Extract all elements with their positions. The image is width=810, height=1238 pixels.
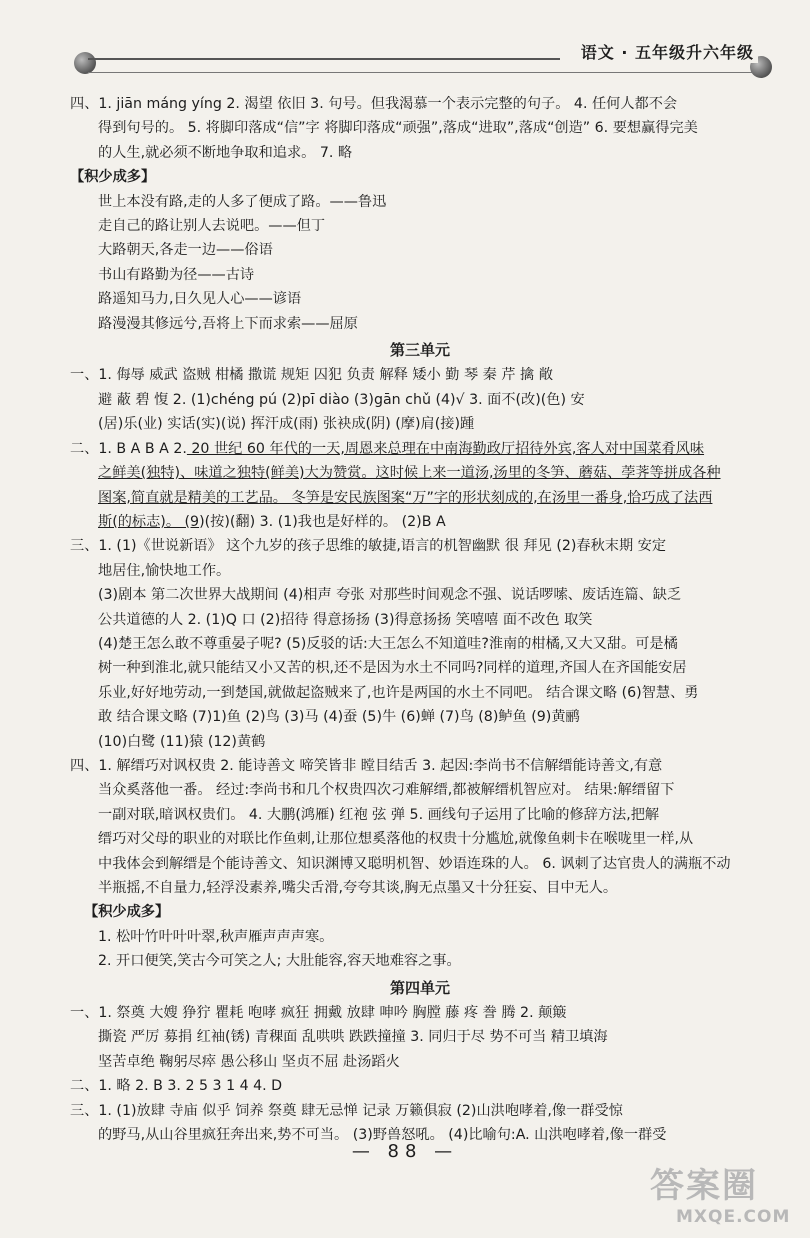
answer-line: 之鲜美(独特)、味道之独特(鲜美)大为赞赏。这时候上来一道汤,汤里的冬笋、蘑菇、荸荠等拼成各种 xyxy=(98,465,721,482)
answer-line: 走自己的路让别人去说吧。——但丁 xyxy=(98,218,326,235)
answer-line: (3)剧本 第二次世界大战期间 (4)相声 夸张 对那些时间观念不强、说话啰嗦、废话连篇、缺乏 xyxy=(98,587,682,604)
answer-line: 1. 松叶竹叶叶叶翠,秋声雁声声声寒。 xyxy=(98,928,334,945)
answer-line: 撕瓷 严厉 募捐 红袖(锈) 青稞面 乱哄哄 跌跌撞撞 3. 同归于尽 势不可当 精卫填海 xyxy=(98,1029,608,1046)
answer-line: 地居住,愉快地工作。 xyxy=(98,562,231,579)
answer-line: 树一种到淮北,就只能结又小又苦的枳,还不是因为水土不同吗?同样的道理,齐国人在齐国能安居 xyxy=(98,660,687,677)
answer-line: 书山有路勤为径——古诗 xyxy=(98,266,255,283)
answer-line: (4)楚王怎么敢不尊重晏子呢? (5)反驳的话:大王怎么不知道哇?淮南的柑橘,又大又甜。可是橘 xyxy=(98,635,678,652)
answer-line: 世上本没有路,走的人多了便成了路。——鲁迅 xyxy=(98,193,387,210)
answer-line: 路漫漫其修远兮,吾将上下而求索——屈原 xyxy=(98,315,358,332)
answer-line: 2. 开口便笑,笑古今可笑之人; 大肚能容,容天地难容之事。 xyxy=(98,953,461,970)
answer-line: (10)白鹭 (11)猿 (12)黄鹤 xyxy=(98,733,266,750)
unit-heading: 第四单元 xyxy=(389,978,450,997)
answer-line: 四、1. 解缙巧对讽权贵 2. 能诗善文 啼笑皆非 瞠目结舌 3. 起因:李尚书不信解缙能诗善文,有意 xyxy=(70,757,663,774)
watermark-url: MXQE.COM xyxy=(676,1207,791,1227)
answer-line: 三、1. (1)放肆 寺庙 似乎 饲养 祭奠 肆无忌惮 记录 万籁俱寂 (2)山洪咆哮着,像一群受惊 xyxy=(70,1102,623,1119)
answer-line: 一副对联,暗讽权贵们。 4. 大鹏(鸿雁) 红袍 弦 弹 5. 画线句子运用了比喻的修辞方法,把解 xyxy=(98,806,660,823)
answer-line: 路遥知马力,日久见人心——谚语 xyxy=(98,291,302,308)
running-header-title: 语文 · 五年级升六年级 xyxy=(560,40,758,63)
answer-line: 四、1. jiān máng yíng 2. 渴望 依旧 3. 句号。但我渴慕一个表示完整的句子。 4. 任何人都不会 xyxy=(70,96,678,112)
answer-line: 的人生,就必须不断地争取和追求。 7. 略 xyxy=(98,144,353,161)
answer-key-body xyxy=(70,92,770,1147)
unit-heading: 第三单元 xyxy=(389,341,450,360)
page-number: — 88 — xyxy=(351,1141,459,1162)
answer-line: 的野马,从山谷里疯狂奔出来,势不可当。 (3)野兽怒吼。 (4)比喻句:A. 山洪咆哮着,像一群受 xyxy=(98,1127,667,1144)
answer-line: 公共道德的人 2. (1)Q 口 (2)招待 得意扬扬 (3)得意扬扬 笑嘻嘻 面不改色 取笑 xyxy=(98,611,593,628)
answer-line: 坚苦卓绝 鞠躬尽瘁 愚公移山 坚贞不屈 赴汤蹈火 xyxy=(98,1053,400,1070)
answer-line: 一、1. 祭奠 大嫂 狰狞 瞿耗 咆哮 疯狂 拥戴 放肆 呻吟 胸膛 藤 疼 誊 腾 2. 颠簸 xyxy=(70,1005,567,1022)
answer-line: 得到句号的。 5. 将脚印落成“信”字 将脚印落成“顽强”,落成“进取”,落成“创造” 6. 要想赢得完美 xyxy=(98,120,698,137)
answer-line: 一、1. 侮辱 威武 盗贼 柑橘 撒谎 规矩 囚犯 负责 解释 矮小 勤 琴 秦 芹 擒 敞 xyxy=(70,367,553,384)
answer-line: 斯(的标志)。 (9)(按)(翻) 3. (1)我也是好样的。 (2)B A xyxy=(98,513,446,530)
answer-line: 大路朝天,各走一边——俗语 xyxy=(98,242,273,259)
answer-line: 二、1. 略 2. B 3. 2 5 3 1 4 4. D xyxy=(70,1078,283,1095)
watermark xyxy=(650,1166,800,1234)
answer-line: 图案,简直就是精美的工艺品。 冬笋是安民族图案“万”字的形状刻成的,在汤里一番身,恰巧成了法西 xyxy=(98,489,713,506)
section-label: 【积少成多】 xyxy=(70,169,156,186)
answer-line: 敢 结合课文略 (7)1)鱼 (2)鸟 (3)马 (4)蚕 (5)牛 (6)蝉 (7)鸟 (8)鲈鱼 (9)黄鹂 xyxy=(98,709,580,726)
watermark-logo-text: 答案圈 xyxy=(650,1166,758,1206)
answer-line: 缙巧对父母的职业的对联比作鱼刺,让那位想奚落他的权贵十分尴尬,就像鱼刺卡在喉咙里一样,从 xyxy=(98,831,694,848)
answer-line: 中我体会到解缙是个能诗善文、知识渊博又聪明机智、妙语连珠的人。 6. 讽刺了达官贵人的满瓶不动 xyxy=(98,855,731,872)
answer-line: 二、1. B A B A 2. 20 世纪 60 年代的一天,周恩来总理在中南海勤政厅招待外宾,客人对中国菜肴风味 xyxy=(70,440,705,457)
answer-line: 半瓶摇,不自量力,轻浮没素养,嘴尖舌滑,夸夸其谈,胸无点墨又十分狂妄、目中无人。 xyxy=(98,880,618,896)
answer-line: 三、1. (1)《世说新语》 这个九岁的孩子思维的敏捷,语言的机智幽默 很 拜见 (2)春秋末期 安定 xyxy=(70,538,667,555)
answer-line: 乐业,好好地劳动,一到楚国,就做起盗贼来了,也许是两国的水土不同吧。 结合课文略 (6)智慧、勇 xyxy=(98,684,699,701)
section-label: 【积少成多】 xyxy=(84,904,170,921)
answer-line: (居)乐(业) 实话(实)(说) 挥汗成(雨) 张袂成(阴) (摩)肩(接)踵 xyxy=(98,416,475,433)
answer-line: 当众奚落他一番。 经过:李尚书和几个权贵四次刁难解缙,都被解缙机智应对。 结果:解缙留下 xyxy=(98,782,675,799)
answer-line: 避 蔽 碧 愎 2. (1)chéng pú (2)pī diào (3)gān chǔ (4)√ 3. 面不(改)(色) 安 xyxy=(98,391,585,408)
